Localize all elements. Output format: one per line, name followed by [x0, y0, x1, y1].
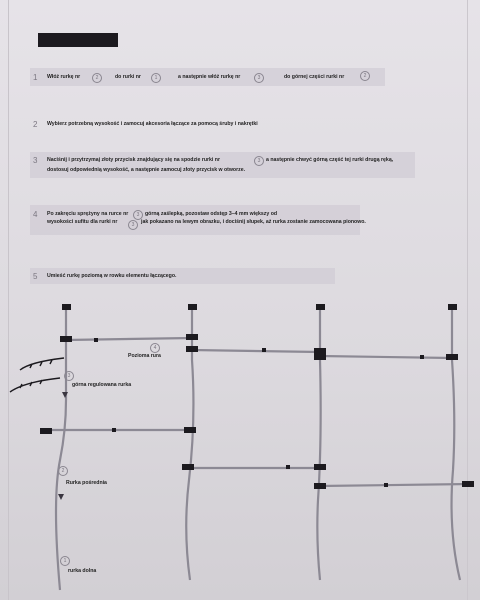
- label-4-circle: 4: [150, 343, 160, 353]
- label-3-circle: 3: [64, 371, 74, 381]
- step-1-text-c: a następnie włóż rurkę nr: [178, 74, 241, 80]
- label-1-circle: 1: [60, 556, 70, 566]
- step-2-text: Wybierz potrzebną wysokość i zamocuj akcesoria łączące za pomocą śruby i nakrętki: [47, 121, 258, 127]
- post-1: [56, 308, 66, 590]
- step-1-circle-a: 2: [92, 73, 102, 83]
- label-2-circle: 2: [58, 466, 68, 476]
- joints: [40, 304, 474, 489]
- step-4-circle-1: 3: [133, 210, 143, 220]
- step-3-band: [30, 152, 415, 178]
- step-1-circle-d: 2: [360, 71, 370, 81]
- label-middle-tube: Rurka pośrednia: [66, 480, 107, 486]
- step-2-number: 2: [33, 120, 38, 129]
- step-4-number: 4: [33, 210, 38, 219]
- label-lower-tube: rurka dolna: [68, 568, 97, 574]
- bar-top-middle: [192, 350, 320, 352]
- header-black-bar: [38, 33, 118, 47]
- step-1-circle-c: 3: [254, 73, 264, 83]
- step-3-number: 3: [33, 156, 38, 165]
- step-3-line1-b: a następnie chwyć górną część tej rurki drugą ręką,: [266, 157, 394, 163]
- step-4-line1-b: górną zaślepką, pozostaw odstęp 3–4 mm większy od: [145, 211, 278, 217]
- step-1-number: 1: [33, 73, 38, 82]
- hanger-hooks: [10, 358, 64, 392]
- step-1-text-d: do górnej części rurki nr: [284, 74, 345, 80]
- step-5-text: Umieść rurkę poziomą w rowku elementu łączącego.: [47, 273, 177, 279]
- rack-assembly-diagram: [0, 300, 480, 600]
- bar-low-right: [320, 484, 470, 486]
- step-3-line2: dostosuj odpowiednią wysokość, a następnie zamocuj złoty przycisk w otworze.: [47, 167, 246, 173]
- step-3-circle: 3: [254, 156, 264, 166]
- label-upper-tube: górna regulowana rurka: [72, 382, 132, 388]
- post-4: [452, 308, 460, 580]
- step-1-text-a: Włóż rurkę nr: [47, 74, 81, 80]
- step-4-line1-a: Po zakręciu sprężyny na rurce nr: [47, 211, 129, 217]
- step-4-circle-2: 3: [128, 220, 138, 230]
- step-4-line2-b: jak pokazano na lewym obrazku, i dociśnij słupek, aż rurka zostanie zamocowana pionowo.: [141, 219, 366, 225]
- step-3-line1-a: Naciśnij i przytrzymaj złoty przycisk znajdujący się na spodzie rurki nr: [47, 157, 220, 163]
- step-1-circle-b: 1: [151, 73, 161, 83]
- bar-top-left: [66, 338, 192, 340]
- step-5-number: 5: [33, 272, 38, 281]
- step-1-text-b: do rurki nr: [115, 74, 141, 80]
- label-horizontal-tube: Pozioma rura: [128, 353, 161, 359]
- step-4-line2-a: wysokości sufitu dla rurki nr: [47, 219, 118, 225]
- bar-top-right: [320, 356, 452, 358]
